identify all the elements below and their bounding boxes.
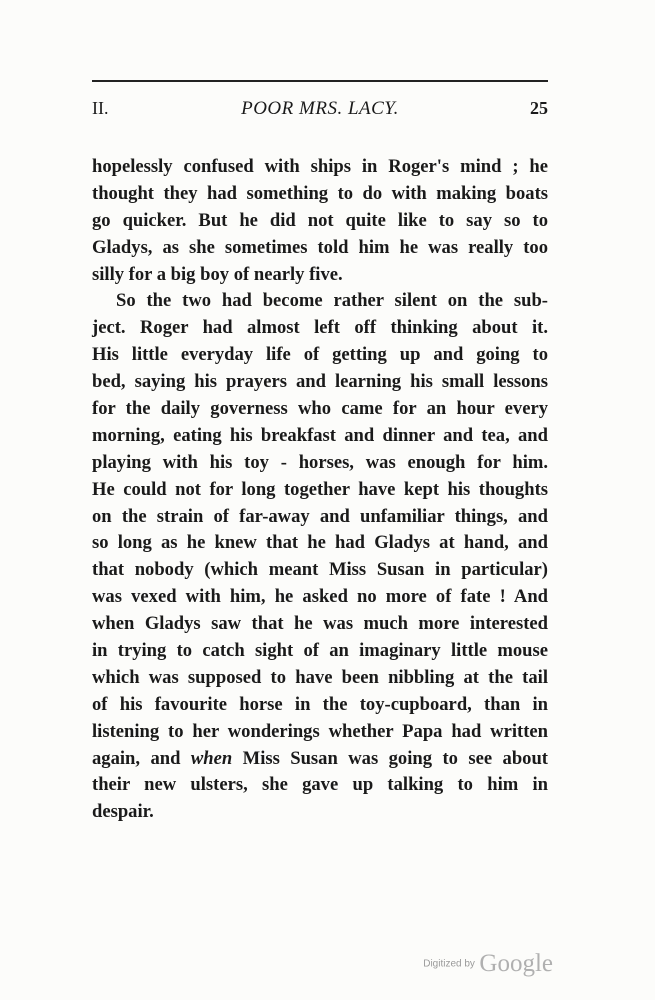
text-line: despair. (92, 801, 154, 823)
text-line: He could not for long together have kept his thoughts (92, 478, 548, 500)
text-line: in trying to catch sight of an imaginary little mouse (92, 640, 548, 662)
text-line: silly for a big boy of nearly five. (92, 263, 343, 285)
text-line: bed, saying his prayers and learning his small lessons (92, 371, 548, 393)
text-line: ject. Roger had almost left off thinking about it. (92, 317, 548, 339)
header-rule (92, 80, 548, 82)
text-line: So the two had become rather silent on the sub- (116, 290, 548, 312)
text-line: thought they had something to do with making boats (92, 182, 548, 204)
text-line: when Gladys saw that he was much more interested (92, 613, 548, 635)
digitized-label: Digitized by (423, 958, 475, 970)
chapter-number: II. (92, 98, 109, 118)
text-fragment: Miss Susan was going to see about (232, 747, 548, 769)
text-line: which was supposed to have been nibbling at the tail (92, 666, 548, 688)
text-line: of his favourite horse in the toy-cupboard, than in (92, 693, 548, 715)
text-line: that nobody (which meant Miss Susan in particular) (92, 559, 548, 581)
text-line: was vexed with him, he asked no more of fate ! And (92, 586, 548, 608)
page-number: 25 (530, 98, 548, 118)
text-line: Gladys, as she sometimes told him he was really too (92, 236, 548, 258)
text-line: morning, eating his breakfast and dinner and tea, and (92, 424, 548, 446)
text-fragment: again, and (92, 747, 191, 769)
text-line: their new ulsters, she gave up talking to him in (92, 774, 548, 796)
emphasized-word: when (190, 747, 233, 769)
text-line: so long as he knew that he had Gladys at hand, and (92, 532, 548, 554)
text-line: hopelessly confused with ships in Roger's mind ; he (92, 156, 548, 177)
running-title: POOR MRS. LACY. (241, 98, 399, 119)
running-header (92, 98, 548, 122)
text-line: playing with his toy - horses, was enough for him. (92, 451, 548, 473)
text-line (92, 746, 548, 773)
body-text (92, 154, 548, 826)
text-line: His little everyday life of getting up and going to (92, 344, 548, 366)
google-logo: Google (479, 950, 553, 977)
text-line: for the daily governess who came for an hour every (92, 398, 548, 420)
digitized-watermark (423, 950, 553, 978)
text-line: go quicker. But he did not quite like to say so to (92, 209, 548, 231)
text-line: listening to her wonderings whether Papa had written (92, 720, 548, 742)
text-line: on the strain of far-away and unfamiliar things, and (92, 505, 548, 527)
